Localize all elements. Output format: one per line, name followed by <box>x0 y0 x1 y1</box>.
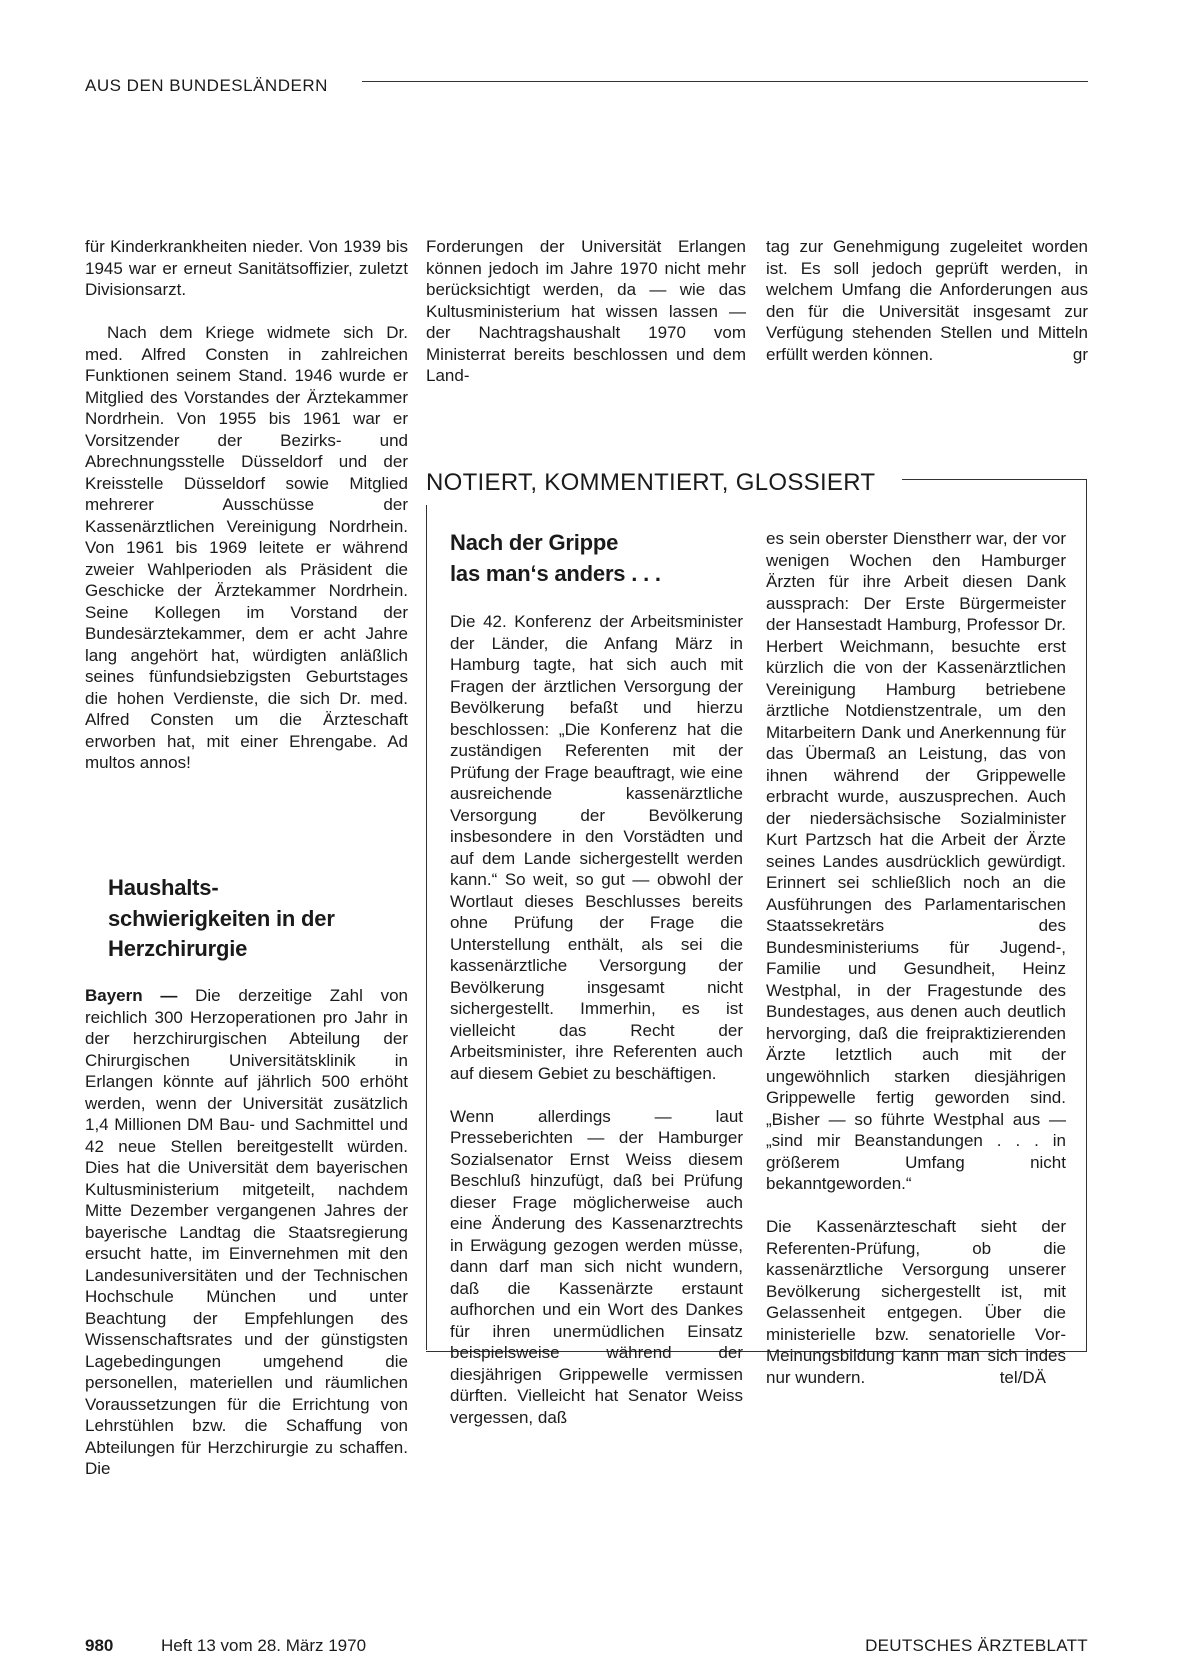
signature-gr: gr <box>1072 344 1088 364</box>
paragraph-consten-end: für Kinderkrankheiten nieder. Von 1939 bis 1945 war er erneut Sanitätsoffizier, zuletzt Divisionsarzt. <box>85 237 408 299</box>
article-headline-herzchirurgie <box>108 873 408 965</box>
column-3-top <box>766 236 1088 365</box>
box-right-rule <box>1086 479 1087 1352</box>
paragraph-landtag: tag zur Genehmigung zugeleitet worden ist. Es soll jedoch geprüft werden, in welchem Umfang die Anforderungen aus den für die Universität insgesamt zur Verfügung stehenden Stellen und Mitteln erfüllt werden können. <box>766 237 1088 364</box>
box-top-rule <box>902 479 1086 480</box>
box-headline-line-2: las man‘s anders . . . <box>450 560 661 586</box>
box-left-rule <box>426 505 427 1350</box>
paragraph-bayern-text: Die derzeitige Zahl von reichlich 300 Herzoperationen pro Jahr in der herzchirurgischen Abteilung der Chirurgischen Universitätsklinik in Erlangen könnte auf jährlich 500 erhöht werden, wenn der Universität zusätzlich 1,4 Millionen DM Bau- und Sachmittel und 42 neue Stellen bereitgestellt würden. Dies hat die Universität dem bayerischen Kultusministerium mitgeteilt, nachdem Mitte Dezember vergangenen Jahres der bayerische Landtag die Staatsregierung ersucht hatte, im Einvernehmen mit den Landesuniversitäten und der Technischen Hochschule München und unter Beachtung der Empfehlungen des Wissenschaftsrates und der günstigsten Lagebedingungen umgehend die personellen, materiellen und räumlichen Voraussetzungen für die Errichtung von Lehrstühlen bzw. die Schaffung von Abteilungen für Herzchirurgie zu schaffen. Die <box>85 986 408 1478</box>
article-headline-grippe <box>450 528 740 589</box>
column-1-bayern <box>85 985 408 1480</box>
header-rule <box>362 81 1088 82</box>
box-title: NOTIERT, KOMMENTIERT, GLOSSIERT <box>426 469 881 497</box>
box-column-right <box>766 528 1066 1388</box>
paragraph-consten-career: Nach dem Kriege widmete sich Dr. med. Alfred Consten in zahlreichen Funktionen seinem Stand. 1946 wurde er Mitglied des Vorstandes der Ärztekammer Nordrhein. Von 1955 bis 1961 war er Vorsitzender der Bezirks- und Abrechnungsstelle Düsseldorf und der Kreisstelle Düsseldorf sowie Mitglied mehrerer Ausschüsse der Kassenärztlichen Vereinigung Nordrhein. Von 1961 bis 1969 leitete er während zweier Wahlperioden als Präsident die Geschicke der Ärztekammer Nordrhein. Seine Kollegen im Vorstand der Bundesärztekammer, dem er acht Jahre lang angehört hat, würdigten anläßlich seines fünfundsiebzigsten Geburtstages die hohen Verdienste, die sich Dr. med. Alfred Consten um die Ärzteschaft erworben hat, mit einer Ehrengabe. Ad multos annos! <box>85 323 408 772</box>
paragraph-dienstherr: es sein oberster Dienstherr war, der vor wenigen Wochen den Hamburger Ärzten für ihre Arbeit diesen Dank aussprach: Der Erste Bürgermeister der Hansestadt Hamburg, Professor Dr. Herbert Weichmann, besuchte erst kürzlich die von der Kassenärztlichen Vereinigung Hamburg betriebene ärztliche Notdienstzentrale, um den Mitarbeitern Dank und Anerkennung für das Übermaß an Leistung, das von ihnen während der Grippewelle erbracht wurde, auszusprechen. Auch der niedersächsische Sozialminister Kurt Partzsch hat die Arbeit der Ärzte seines Landes ausdrücklich gewürdigt. Erinnert sei schließlich noch an die Ausführungen des Parlamentarischen Staatssekretärs des Bundesministeriums für Jugend-, Familie und Gesundheit, Heinz Westphal, in der Fragestunde des Bundestages, aus denen auch deutlich hervorging, daß die freipraktizierenden Ärzte letztlich auch mit der ungewöhnlich starken diesjährigen Grippewelle fertig geworden sind. „Bisher — so führte Westphal aus — „sind mir Beanstandungen . . . in größerem Umfang nicht bekanntgeworden.“ <box>766 529 1066 1193</box>
headline-line-3: Herzchirurgie <box>108 936 248 961</box>
box-headline-line-1: Nach der Grippe <box>450 530 619 555</box>
paragraph-konferenz: Die 42. Konferenz der Arbeitsminister der Länder, die Anfang März in Hamburg tagte, hat sich auch mit Fragen der ärztlichen Versorgung der Bevölkerung befaßt und hierzu beschlossen: „Die Konferenz hat die zuständigen Referenten mit der Prüfung der Frage beauftragt, wie eine ausreichende kassenärztliche Versorgung der Bevölkerung insbesondere in den Vorstädten und auf dem Lande sichergestellt werden kann.“ So weit, so gut — obwohl der Wortlaut dieses Beschlusses bereits ohne Prüfung der Frage die Unterstellung enthält, als sei die kassenärztliche Versorgung der Bevölkerung insgesamt nicht sichergestellt. Immerhin, es ist vielleicht das Recht der Arbeitsminister, ihre Referenten auch auf diesem Gebiet zu beschäftigen. <box>450 612 743 1083</box>
paragraph-gelassenheit: Die Kassenärzteschaft sieht der Referenten-Prüfung, ob die kassenärztliche Versorgung unserer Bevölkerung sichergestellt ist, mit Gelassenheit entgegen. Über die ministerielle bzw. senatorielle Vor-Meinungsbildung kann man sich indes nur wundern. <box>766 1217 1066 1387</box>
box-column-left <box>450 611 743 1428</box>
headline-line-1: Haushalts- <box>108 875 219 900</box>
paragraph-weiss: Wenn allerdings — laut Presseberichten — der Hamburger Sozialsenator Ernst Weiss diesem Beschluß hinzufügt, daß bei Prüfung dieser Frage möglicherweise auch eine Änderung des Kassenarztrechts in Erwägung gezogen werden müsse, dann darf man sich nicht wundern, daß die Kassenärzte erstaunt aufhorchen und ein Wort des Dankes für ihren unermüdlichen Einsatz beispielsweise während der diesjährigen Grippewelle vermissen dürften. Vielleicht hat Senator Weiss vergessen, daß <box>450 1106 743 1427</box>
signature-tel: tel/DÄ <box>999 1367 1046 1387</box>
issue-info: Heft 13 vom 28. März 1970 <box>161 1636 367 1655</box>
dateline: Bayern — <box>85 986 178 1005</box>
page-number: 980 <box>85 1636 114 1655</box>
column-1 <box>85 236 408 774</box>
paragraph-bayern <box>85 985 408 1480</box>
column-2-top <box>426 236 746 387</box>
paragraph-erlangen: Forderungen der Universität Erlangen können jedoch im Jahre 1970 nicht mehr berücksichtigt werden, da — wie das Kultusministerium hat wissen lassen — der Nachtragshaushalt 1970 vom Ministerrat bereits beschlossen und dem Land- <box>426 237 746 385</box>
headline-line-2: schwierigkeiten in der <box>108 905 335 931</box>
section-label: AUS DEN BUNDESLÄNDERN <box>85 76 328 95</box>
journal-name: DEUTSCHES ÄRZTEBLATT <box>865 1636 1088 1655</box>
